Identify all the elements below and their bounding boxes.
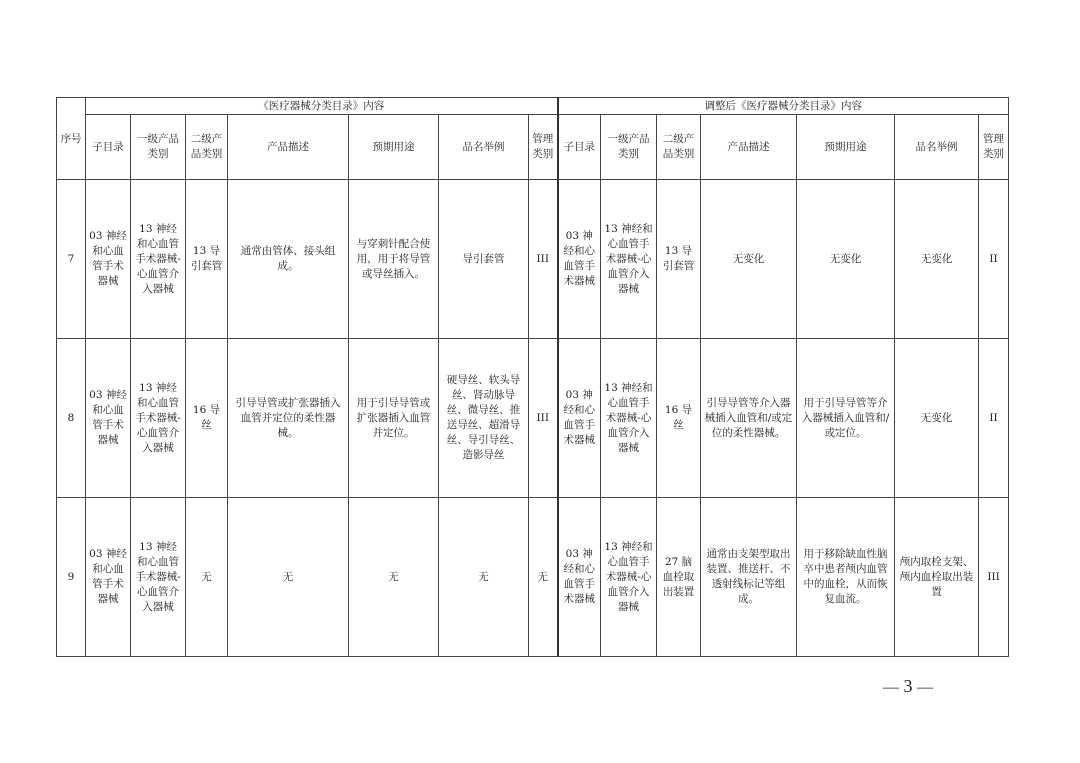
adjusted-description: 引导导管等介入器械插入血管和/或定位的柔性器械。 [701,339,797,498]
original-intended-use: 与穿刺针配合使用，用于将导管或导丝插入。 [349,180,439,339]
header-adjusted-mgmt-class: 管理类别 [979,115,1009,180]
original-mgmt-class: III [529,180,558,339]
adjusted-examples: 颅内取栓支架、颅内血栓取出装置 [895,498,979,657]
adjusted-mgmt-class: II [979,180,1009,339]
adjusted-sub-catalog: 03 神经和心血管手术器械 [558,180,601,339]
adjusted-description: 无变化 [701,180,797,339]
adjusted-intended-use: 用于引导导管等介入器械插入血管和/或定位。 [797,339,895,498]
original-level1: 13 神经和心血管手术器械-心血管介入器械 [131,498,186,657]
header-adjusted-level1: 一级产品类别 [601,115,657,180]
table-row [57,180,1009,339]
header-adjusted-description: 产品描述 [701,115,797,180]
original-level2: 16 导丝 [186,339,228,498]
header-original-examples: 品名举例 [439,115,529,180]
adjusted-level2: 13 导引套管 [657,180,701,339]
original-description: 引导导管或扩张器插入血管并定位的柔性器械。 [228,339,349,498]
adjusted-sub-catalog: 03 神经和心血管手术器械 [558,339,601,498]
adjusted-level1: 13 神经和心血管手术器械-心血管介入器械 [601,180,657,339]
table-row [57,498,1009,657]
header-original-level2: 二级产品类别 [186,115,228,180]
original-description: 通常由管体、接头组成。 [228,180,349,339]
header-adjusted-intended-use: 预期用途 [797,115,895,180]
header-original-sub-catalog: 子目录 [86,115,131,180]
original-mgmt-class: III [529,339,558,498]
table-row [57,339,1009,498]
adjusted-examples: 无变化 [895,339,979,498]
page-number-value: 3 [903,676,913,696]
original-sub-catalog: 03 神经和心血管手术器械 [86,339,131,498]
original-intended-use: 无 [349,498,439,657]
adjusted-description: 通常由支架型取出装置、推送杆、不透射线标记等组成。 [701,498,797,657]
page-number [868,676,948,697]
original-mgmt-class: 无 [529,498,558,657]
original-intended-use: 用于引导导管或扩张器插入血管并定位。 [349,339,439,498]
original-level1: 13 神经和心血管手术器械-心血管介入器械 [131,180,186,339]
row-seq: 7 [57,180,86,339]
adjusted-mgmt-class: III [979,498,1009,657]
header-adjusted-sub-catalog: 子目录 [558,115,601,180]
header-original-group: 《医疗器械分类目录》内容 [86,98,558,115]
catalog-adjustment-table [56,97,1009,657]
adjusted-level1: 13 神经和心血管手术器械-心血管介入器械 [601,339,657,498]
original-level1: 13 神经和心血管手术器械-心血管介入器械 [131,339,186,498]
page-number-dash-right: — [917,679,933,696]
original-sub-catalog: 03 神经和心血管手术器械 [86,180,131,339]
header-original-description: 产品描述 [228,115,349,180]
adjusted-intended-use: 无变化 [797,180,895,339]
adjusted-level2: 27 脑血栓取出装置 [657,498,701,657]
header-adjusted-level2: 二级产品类别 [657,115,701,180]
original-level2: 13 导引套管 [186,180,228,339]
catalog-page [56,97,1008,657]
original-sub-catalog: 03 神经和心血管手术器械 [86,498,131,657]
original-description: 无 [228,498,349,657]
adjusted-level2: 16 导丝 [657,339,701,498]
header-adjusted-group: 调整后《医疗器械分类目录》内容 [558,98,1009,115]
original-examples: 导引套管 [439,180,529,339]
header-original-mgmt-class: 管理类别 [529,115,558,180]
header-original-level1: 一级产品类别 [131,115,186,180]
original-level2: 无 [186,498,228,657]
original-examples: 无 [439,498,529,657]
row-seq: 8 [57,339,86,498]
adjusted-level1: 13 神经和心血管手术器械-心血管介入器械 [601,498,657,657]
row-seq: 9 [57,498,86,657]
adjusted-sub-catalog: 03 神经和心血管手术器械 [558,498,601,657]
header-original-intended-use: 预期用途 [349,115,439,180]
adjusted-mgmt-class: II [979,339,1009,498]
adjusted-intended-use: 用于移除缺血性脑卒中患者颅内血管中的血栓，从而恢复血流。 [797,498,895,657]
original-examples: 硬导丝、软头导丝、肾动脉导丝、微导丝、推送导丝、超滑导丝、导引导丝、造影导丝 [439,339,529,498]
header-seq: 序号 [57,98,86,180]
page-number-dash-left: — [883,679,899,696]
adjusted-examples: 无变化 [895,180,979,339]
header-adjusted-examples: 品名举例 [895,115,979,180]
